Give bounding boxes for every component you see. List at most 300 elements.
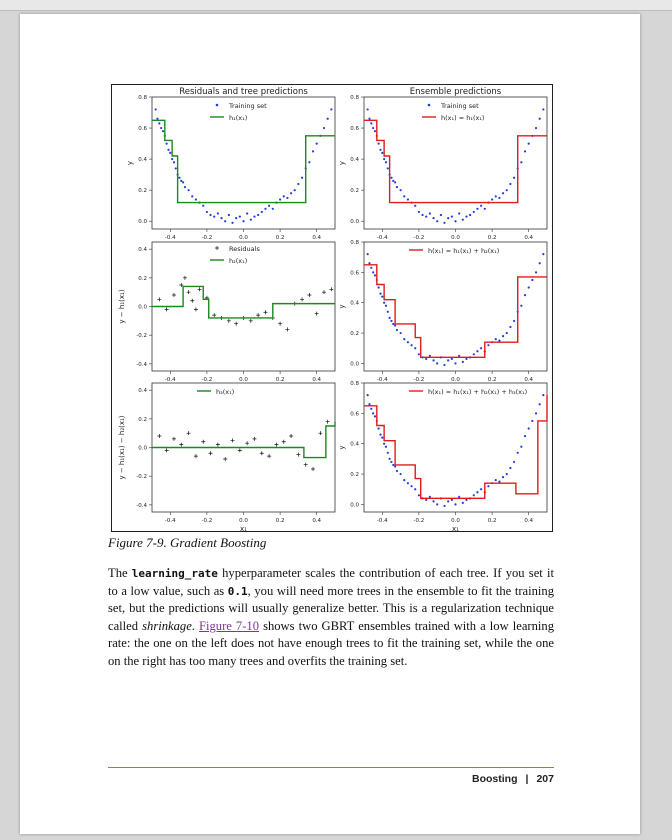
training-point [389, 317, 391, 319]
training-point [520, 305, 522, 307]
training-point [443, 505, 445, 507]
y-tick-label: 0.4 [350, 441, 359, 448]
training-point [290, 192, 292, 194]
training-point [495, 338, 497, 340]
x-tick-label: 0.0 [451, 377, 460, 383]
training-point [394, 465, 396, 467]
training-point [374, 415, 376, 417]
training-point [473, 211, 475, 213]
training-point [462, 502, 464, 504]
footer-rule [108, 767, 554, 768]
training-point [368, 262, 370, 264]
training-point [429, 355, 431, 357]
training-point [495, 479, 497, 481]
training-point [476, 208, 478, 210]
training-point [367, 108, 369, 110]
training-point [531, 279, 533, 281]
y-tick-label: 0.6 [138, 126, 147, 133]
training-point [524, 435, 526, 437]
training-point [301, 177, 303, 179]
training-point [465, 499, 467, 501]
training-point [231, 222, 233, 224]
text-run: The [108, 566, 132, 580]
training-point [520, 446, 522, 448]
training-point [379, 149, 381, 151]
y-tick-label: 0.0 [138, 219, 147, 226]
x-axis-label: x₁ [240, 525, 247, 531]
legend-label: h₃(x₁) [216, 388, 235, 396]
training-point [509, 183, 511, 185]
training-point [213, 215, 215, 217]
x-tick-label: 0.2 [275, 235, 285, 241]
training-point [447, 500, 449, 502]
training-point [473, 494, 475, 496]
y-tick-label: 0.8 [350, 240, 359, 246]
training-point [473, 353, 475, 355]
training-point [394, 324, 396, 326]
training-point [509, 326, 511, 328]
training-point [531, 420, 533, 422]
figure-link[interactable]: Figure 7-10 [199, 618, 260, 633]
training-point [458, 212, 460, 214]
x-tick-label: -0.4 [376, 235, 388, 241]
y-tick-label: -0.2 [136, 333, 147, 340]
training-point [418, 353, 420, 355]
training-point [480, 205, 482, 207]
training-point [370, 122, 372, 124]
training-point [162, 130, 164, 132]
training-point [491, 198, 493, 200]
training-point [425, 499, 427, 501]
training-point [385, 161, 387, 163]
y-tick-label: 0.4 [350, 157, 359, 164]
training-point [173, 161, 175, 163]
training-point [257, 214, 259, 216]
y-tick-label: 0.2 [138, 416, 147, 423]
training-point [410, 485, 412, 487]
training-point [458, 496, 460, 498]
y-tick-label: 0.2 [350, 188, 359, 195]
x-tick-label: -0.4 [164, 235, 176, 241]
body-paragraph [108, 565, 554, 671]
training-point [180, 180, 182, 182]
training-point [513, 320, 515, 322]
y-tick-label: 0.2 [350, 331, 359, 338]
training-point [407, 482, 409, 484]
training-point [432, 217, 434, 219]
x-axis-label: x₁ [452, 525, 459, 531]
x-tick-label: -0.2 [413, 377, 425, 383]
training-point [432, 500, 434, 502]
y-tick-label: 0.8 [350, 381, 359, 387]
training-point [476, 491, 478, 493]
training-point [383, 158, 385, 160]
training-point [528, 427, 530, 429]
y-tick-label: 0.0 [350, 219, 359, 226]
training-point [235, 217, 237, 219]
training-point [539, 403, 541, 405]
panel-title: Ensemble predictions [409, 87, 502, 97]
training-point [389, 458, 391, 460]
plot-area-mr [364, 242, 547, 371]
legend-label: Training set [441, 102, 479, 110]
x-tick-label: -0.2 [201, 518, 213, 524]
training-point [414, 205, 416, 207]
text-run: shows two GBRT ensembles trained with a low learning rate: the one on the left does not have enough trees to fit the training set, while the one on the right has too many trees and overfits the training set. [108, 618, 554, 668]
training-point [520, 161, 522, 163]
training-point [458, 355, 460, 357]
x-tick-label: -0.4 [376, 518, 388, 524]
training-point [542, 253, 544, 255]
legend-marker [428, 104, 431, 107]
training-point [374, 274, 376, 276]
x-tick-label: 0.0 [239, 377, 248, 383]
training-point [191, 195, 193, 197]
legend-label: h₁(x₁) [229, 114, 248, 122]
training-point [316, 142, 318, 144]
training-point [447, 359, 449, 361]
training-point [506, 473, 508, 475]
viewer-top-bar [0, 0, 672, 11]
training-point [323, 127, 325, 129]
y-tick-label: 0.0 [138, 445, 147, 452]
training-point [465, 215, 467, 217]
figure-7-9 [111, 84, 553, 532]
legend-label: h(x₁) = h₁(x₁) + h₂(x₁) + h₃(x₁) [428, 388, 528, 396]
training-point [425, 215, 427, 217]
figure-svg [112, 85, 552, 531]
x-tick-label: 0.2 [487, 377, 497, 383]
training-point [279, 198, 281, 200]
training-point [390, 320, 392, 322]
emphasis: shrinkage [142, 618, 192, 633]
training-point [390, 177, 392, 179]
training-point [169, 152, 171, 154]
training-point [447, 217, 449, 219]
text-run: hyperparameter scales the contribution of each tree. If you set it to a low value, such as [108, 566, 554, 598]
training-point [385, 446, 387, 448]
training-point [484, 208, 486, 210]
training-point [286, 197, 288, 199]
training-point [524, 294, 526, 296]
y-axis-label: y − h₁(x₁) [118, 289, 126, 324]
training-point [410, 344, 412, 346]
x-tick-label: -0.2 [201, 235, 213, 241]
y-axis-label: y [338, 304, 346, 309]
training-point [368, 118, 370, 120]
training-point [378, 142, 380, 144]
training-point [436, 220, 438, 222]
training-point [462, 361, 464, 363]
training-point [383, 443, 385, 445]
training-point [462, 219, 464, 221]
y-tick-label: -0.4 [136, 361, 147, 368]
training-point [513, 177, 515, 179]
y-tick-label: 0.4 [138, 247, 147, 254]
training-point [451, 499, 453, 501]
training-point [400, 189, 402, 191]
training-point [396, 329, 398, 331]
training-point [396, 186, 398, 188]
training-point [535, 271, 537, 273]
training-point [495, 195, 497, 197]
inline-code: learning_rate [131, 567, 218, 580]
x-tick-label: 0.0 [239, 518, 248, 524]
training-point [264, 208, 266, 210]
x-tick-label: 0.4 [312, 235, 322, 241]
footer-section: Boosting [472, 773, 518, 785]
x-tick-label: -0.4 [164, 518, 176, 524]
training-point [528, 286, 530, 288]
training-point [242, 220, 244, 222]
training-point [166, 142, 168, 144]
training-point [367, 253, 369, 255]
training-point [542, 108, 544, 110]
training-point [403, 338, 405, 340]
training-point [454, 220, 456, 222]
training-point [451, 358, 453, 360]
x-tick-label: 0.4 [524, 377, 534, 383]
training-point [261, 211, 263, 213]
text-run: . [191, 618, 199, 633]
training-point [381, 152, 383, 154]
training-point [387, 452, 389, 454]
x-tick-label: 0.2 [487, 518, 497, 524]
training-point [372, 412, 374, 414]
training-point [487, 344, 489, 346]
training-point [429, 496, 431, 498]
training-point [403, 479, 405, 481]
x-tick-label: 0.4 [312, 518, 322, 524]
training-point [502, 335, 504, 337]
training-point [454, 362, 456, 364]
training-point [220, 217, 222, 219]
y-tick-label: 0.4 [138, 388, 147, 395]
training-point [228, 214, 230, 216]
training-point [480, 347, 482, 349]
training-point [182, 181, 184, 183]
training-point [539, 118, 541, 120]
training-point [370, 408, 372, 410]
x-tick-label: 0.0 [451, 518, 460, 524]
training-point [379, 434, 381, 436]
training-point [160, 127, 162, 129]
x-tick-label: -0.2 [201, 377, 213, 383]
legend-label: Residuals [229, 245, 260, 253]
x-tick-label: 0.4 [312, 377, 322, 383]
y-axis-label: y [338, 445, 346, 450]
y-tick-label: 0.6 [350, 126, 359, 133]
x-tick-label: 0.0 [239, 235, 248, 241]
training-point [451, 215, 453, 217]
y-tick-label: 0.0 [138, 304, 147, 311]
training-point [378, 427, 380, 429]
x-tick-label: -0.2 [413, 518, 425, 524]
y-tick-label: 0.8 [138, 95, 147, 101]
training-point [387, 167, 389, 169]
training-point [432, 359, 434, 361]
training-point [524, 150, 526, 152]
training-point [480, 488, 482, 490]
training-point [297, 183, 299, 185]
legend-label: Training set [229, 102, 267, 110]
training-point [246, 212, 248, 214]
training-point [400, 332, 402, 334]
training-point [330, 108, 332, 110]
y-tick-label: 0.4 [138, 157, 147, 164]
y-tick-label: 0.6 [350, 270, 359, 277]
training-point [539, 262, 541, 264]
training-point [202, 205, 204, 207]
training-point [487, 485, 489, 487]
training-point [498, 481, 500, 483]
training-point [224, 220, 226, 222]
training-point [542, 394, 544, 396]
training-point [418, 494, 420, 496]
training-point [502, 476, 504, 478]
training-point [217, 212, 219, 214]
training-point [250, 219, 252, 221]
training-point [268, 205, 270, 207]
y-tick-label: 0.0 [350, 502, 359, 509]
x-tick-label: 0.2 [275, 377, 285, 383]
training-point [156, 118, 158, 120]
x-tick-label: 0.2 [487, 235, 497, 241]
training-point [469, 214, 471, 216]
page-number: 207 [536, 773, 554, 785]
y-tick-label: 0.8 [350, 95, 359, 101]
training-point [167, 149, 169, 151]
training-point [367, 394, 369, 396]
training-point [436, 362, 438, 364]
training-point [327, 118, 329, 120]
y-tick-label: 0.2 [350, 472, 359, 479]
training-point [368, 403, 370, 405]
footer-separator: | [525, 773, 529, 785]
training-point [253, 215, 255, 217]
training-point [502, 192, 504, 194]
y-tick-label: -0.2 [136, 474, 147, 481]
inline-code: 0.1 [227, 584, 248, 598]
training-point [407, 198, 409, 200]
training-point [175, 167, 177, 169]
training-point [206, 211, 208, 213]
training-point [425, 358, 427, 360]
training-point [535, 127, 537, 129]
training-point [407, 341, 409, 343]
x-tick-label: -0.4 [376, 377, 388, 383]
y-tick-label: 0.6 [350, 411, 359, 418]
training-point [396, 470, 398, 472]
training-point [184, 186, 186, 188]
x-tick-label: 0.2 [275, 518, 285, 524]
y-tick-label: 0.2 [138, 275, 147, 282]
training-point [421, 214, 423, 216]
x-tick-label: -0.4 [164, 377, 176, 383]
x-tick-label: 0.4 [524, 235, 534, 241]
training-point [498, 340, 500, 342]
training-point [158, 122, 160, 124]
training-point [392, 180, 394, 182]
y-tick-label: 0.4 [350, 300, 359, 307]
training-point [513, 461, 515, 463]
training-point [517, 452, 519, 454]
training-point [390, 461, 392, 463]
training-point [283, 195, 285, 197]
legend-marker [216, 104, 219, 107]
training-point [506, 189, 508, 191]
training-point [535, 412, 537, 414]
y-axis-label: y [338, 160, 346, 166]
training-point [178, 177, 180, 179]
training-point [374, 130, 376, 132]
training-point [294, 189, 296, 191]
training-point [394, 181, 396, 183]
training-point [443, 364, 445, 366]
training-point [400, 473, 402, 475]
training-point [436, 503, 438, 505]
training-point [443, 222, 445, 224]
training-point [188, 189, 190, 191]
training-point [272, 208, 274, 210]
y-tick-label: 0.2 [138, 188, 147, 195]
training-point [372, 127, 374, 129]
training-point [414, 488, 416, 490]
plot-area-br [364, 383, 547, 512]
training-point [403, 195, 405, 197]
training-point [239, 215, 241, 217]
training-point [392, 323, 394, 325]
training-point [385, 305, 387, 307]
training-point [378, 286, 380, 288]
training-point [381, 296, 383, 298]
training-point [383, 302, 385, 304]
training-point [155, 108, 157, 110]
training-point [429, 212, 431, 214]
training-point [465, 358, 467, 360]
training-point [195, 198, 197, 200]
legend-label: h(x₁) = h₁(x₁) + h₂(x₁) [428, 247, 500, 255]
legend-label: h(x₁) = h₁(x₁) [441, 114, 485, 122]
training-point [209, 214, 211, 216]
training-point [370, 267, 372, 269]
training-point [381, 437, 383, 439]
page-footer [472, 773, 554, 785]
x-tick-label: 0.0 [451, 235, 460, 241]
training-point [308, 161, 310, 163]
training-point [312, 150, 314, 152]
y-tick-label: 0.0 [350, 361, 359, 368]
training-point [392, 464, 394, 466]
y-tick-label: -0.4 [136, 502, 147, 509]
training-point [414, 347, 416, 349]
training-point [454, 503, 456, 505]
training-point [171, 158, 173, 160]
y-axis-label: y − h₁(x₁) − h₂(x₁) [118, 415, 126, 480]
text-run: , you will need more trees in the ensemble to fit the training set, but the predictions will usually generalize better. This is a regularization technique called [108, 583, 554, 633]
training-point [372, 271, 374, 273]
legend-label: h₂(x₁) [229, 257, 248, 265]
training-point [418, 211, 420, 213]
training-point [476, 350, 478, 352]
training-point [498, 197, 500, 199]
figure-caption: Figure 7-9. Gradient Boosting [108, 535, 267, 550]
training-point [440, 214, 442, 216]
training-point [387, 311, 389, 313]
panel-title: Residuals and tree predictions [179, 87, 308, 97]
x-tick-label: 0.4 [524, 518, 534, 524]
training-point [379, 293, 381, 295]
